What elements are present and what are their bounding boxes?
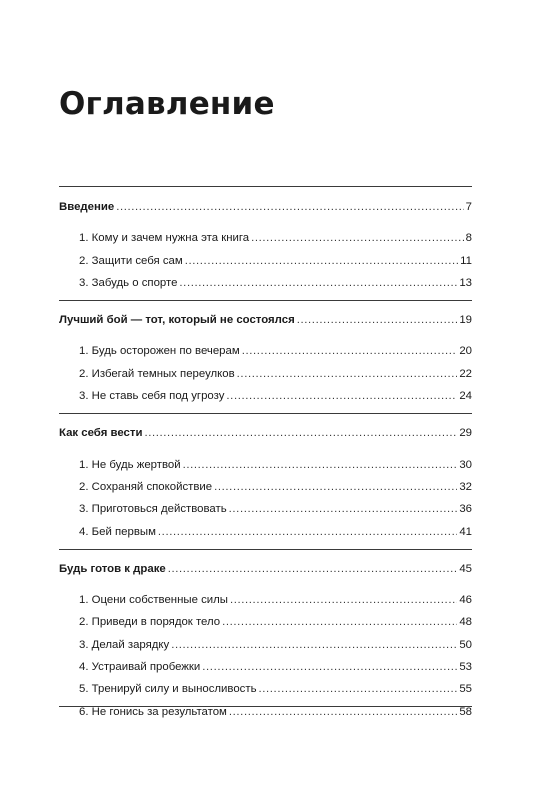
toc-entry-row[interactable] <box>59 498 472 520</box>
toc-page-number: 11 <box>460 254 472 267</box>
toc-entry-row[interactable] <box>59 634 472 656</box>
toc-bottom-rule <box>59 706 472 707</box>
toc-dot-leader <box>251 227 464 249</box>
toc-entry-title: 3. Не ставь себя под угрозу <box>79 390 225 403</box>
toc-page-number: 48 <box>459 616 472 629</box>
toc-entry-row[interactable] <box>59 340 472 362</box>
toc-entry-title: 5. Тренируй силу и выносливость <box>79 683 257 696</box>
toc-page-number: 8 <box>465 232 472 245</box>
toc-dot-leader <box>242 340 458 362</box>
toc-dot-leader <box>179 272 457 294</box>
toc-entry-title: 4. Устраивай пробежки <box>79 661 201 674</box>
toc-dot-leader <box>259 678 458 700</box>
toc-dot-leader <box>229 498 458 520</box>
toc-entry-row[interactable] <box>59 476 472 498</box>
toc-chapter-title: Введение <box>59 201 115 213</box>
toc-entry-row[interactable] <box>59 272 472 294</box>
toc-page-number: 41 <box>459 525 472 538</box>
toc-entry-row[interactable] <box>59 454 472 476</box>
toc-page-number: 32 <box>459 480 472 493</box>
toc-entry-row[interactable] <box>59 385 472 407</box>
toc-page-number: 36 <box>459 503 472 516</box>
toc-entry-title: 6. Не гонись за результатом <box>79 705 227 718</box>
toc-entry-row[interactable] <box>59 250 472 272</box>
toc-page-number: 45 <box>459 562 472 575</box>
toc-section <box>59 422 472 549</box>
toc-dot-leader <box>158 521 457 543</box>
toc-dot-leader <box>297 309 458 331</box>
toc-chapter-row[interactable] <box>59 309 472 331</box>
table-of-contents <box>59 196 472 729</box>
toc-page-number: 30 <box>459 458 472 471</box>
toc-chapter-row[interactable] <box>59 558 472 580</box>
toc-page-number: 58 <box>459 705 472 718</box>
toc-entry-row[interactable] <box>59 227 472 249</box>
toc-page-number: 24 <box>459 390 472 403</box>
toc-page-number: 13 <box>459 276 472 289</box>
toc-entry-title: 2. Сохраняй спокойствие <box>79 480 213 493</box>
toc-entry-title: 1. Будь осторожен по вечерам <box>79 345 240 358</box>
toc-page-number: 50 <box>459 638 472 651</box>
toc-dot-leader <box>237 363 458 385</box>
toc-entry-row[interactable] <box>59 656 472 678</box>
toc-dot-leader <box>171 634 457 656</box>
toc-entry-title: 3. Делай зарядку <box>79 638 170 651</box>
toc-entry-row[interactable] <box>59 611 472 633</box>
toc-entry-title: 3. Приготовься действовать <box>79 503 227 516</box>
toc-top-rule <box>59 186 472 187</box>
toc-dot-leader <box>185 250 458 272</box>
toc-entry-title: 3. Забудь о спорте <box>79 276 178 289</box>
toc-dot-leader <box>214 476 457 498</box>
toc-chapter-title: Лучший бой — тот, который не состоялся <box>59 314 295 327</box>
toc-chapter-row[interactable] <box>59 196 472 218</box>
toc-section <box>59 196 472 301</box>
toc-dot-leader <box>229 701 457 723</box>
toc-dot-leader <box>226 385 457 407</box>
toc-entry-title: 1. Кому и зачем нужна эта книга <box>79 232 250 245</box>
toc-dot-leader <box>202 656 457 678</box>
toc-dot-leader <box>230 589 457 611</box>
toc-entry-row[interactable] <box>59 678 472 700</box>
toc-page-number: 22 <box>459 367 472 380</box>
toc-section <box>59 309 472 414</box>
toc-page-number: 29 <box>459 427 472 440</box>
toc-dot-leader <box>168 558 458 580</box>
toc-page-number: 7 <box>465 201 472 213</box>
toc-section <box>59 558 472 729</box>
toc-chapter-title: Будь готов к драке <box>59 562 166 575</box>
toc-page-number: 46 <box>459 594 472 607</box>
page-title: Оглавление <box>59 86 275 122</box>
toc-entry-title: 2. Защити себя сам <box>79 254 183 267</box>
toc-dot-leader <box>183 454 458 476</box>
toc-chapter-row[interactable] <box>59 422 472 444</box>
toc-page-number: 53 <box>459 661 472 674</box>
toc-dot-leader <box>144 422 457 444</box>
toc-chapter-title: Как себя вести <box>59 427 143 440</box>
toc-dot-leader <box>116 196 463 218</box>
toc-entry-title: 1. Не будь жертвой <box>79 458 181 471</box>
toc-dot-leader <box>222 611 457 633</box>
toc-page-number: 55 <box>459 683 472 696</box>
toc-entry-row[interactable] <box>59 701 472 723</box>
toc-entry-title: 4. Бей первым <box>79 525 156 538</box>
toc-entry-title: 2. Избегай темных переулков <box>79 367 235 380</box>
toc-entry-row[interactable] <box>59 589 472 611</box>
toc-entry-title: 1. Оцени собственные силы <box>79 594 228 607</box>
toc-entry-row[interactable] <box>59 363 472 385</box>
toc-entry-title: 2. Приведи в порядок тело <box>79 616 221 629</box>
toc-page-number: 20 <box>459 345 472 358</box>
toc-page-number: 19 <box>459 314 472 327</box>
toc-entry-row[interactable] <box>59 521 472 543</box>
